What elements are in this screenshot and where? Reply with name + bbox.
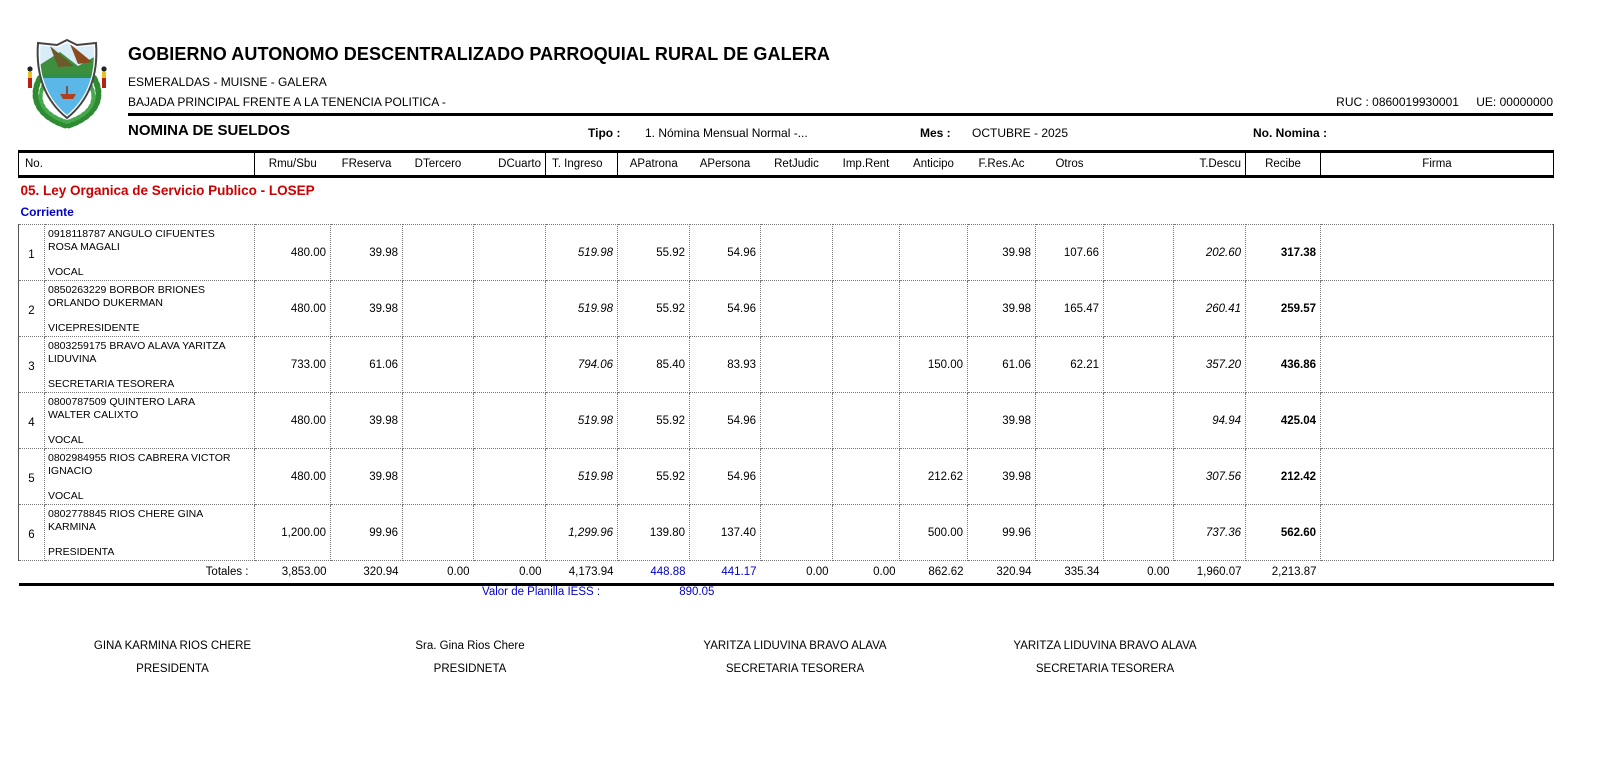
cell-firma <box>1321 449 1554 505</box>
column-header-dcuarto: DCuarto <box>474 152 546 177</box>
cell-rmu-sbu: 480.00 <box>255 225 331 281</box>
cell-apatrona: 85.40 <box>618 337 690 393</box>
cell-row-number: 2 <box>19 281 45 337</box>
cell-freserva: 39.98 <box>331 449 403 505</box>
cell-row-number: 3 <box>19 337 45 393</box>
planilla-iess-label: Valor de Planilla IESS : <box>482 586 601 598</box>
cell-t-ingreso: 519.98 <box>546 393 618 449</box>
cell-t-ingreso: 794.06 <box>546 337 618 393</box>
cell-extra <box>1104 281 1174 337</box>
cell-recibe: 259.57 <box>1246 281 1321 337</box>
cell-apersona: 83.93 <box>690 337 761 393</box>
cell-extra <box>1104 337 1174 393</box>
column-header-extra <box>1104 152 1174 177</box>
cell-apatrona: 139.80 <box>618 505 690 561</box>
cell-extra <box>1104 225 1174 281</box>
cell-dcuarto <box>474 393 546 449</box>
cell-dtercero <box>403 505 474 561</box>
signatory-name: YARITZA LIDUVINA BRAVO ALAVA <box>703 640 887 652</box>
cell-extra <box>1104 449 1174 505</box>
cell-apersona: 137.40 <box>690 505 761 561</box>
header-divider <box>128 113 1553 116</box>
cell-row-number: 1 <box>19 225 45 281</box>
planilla-iess-line <box>482 586 714 598</box>
signatory-title: PRESIDENTA <box>136 663 209 675</box>
cell-f-res-ac: 39.98 <box>968 449 1036 505</box>
cell-apatrona: 55.92 <box>618 281 690 337</box>
cell-otros <box>1036 449 1104 505</box>
total-anticipo: 862.62 <box>900 561 968 585</box>
cell-f-res-ac: 39.98 <box>968 281 1036 337</box>
planilla-iess-value: 890.05 <box>679 586 715 598</box>
signatory-title: PRESIDNETA <box>433 663 507 675</box>
column-header-no: No. <box>19 152 255 177</box>
cell-t-descu: 307.56 <box>1174 449 1246 505</box>
total-freserva: 320.94 <box>331 561 403 585</box>
totals-row <box>19 561 1554 585</box>
table-header-row <box>19 152 1554 177</box>
cell-firma <box>1321 393 1554 449</box>
column-header-rmu-sbu: Rmu/Sbu <box>255 152 331 177</box>
cell-retjudic <box>761 281 833 337</box>
employee-id-name-line2: WALTER CALIXTO <box>48 408 139 421</box>
cell-t-ingreso: 1,299.96 <box>546 505 618 561</box>
cell-imp-rent <box>833 281 900 337</box>
employee-id-name-line1: 0800787509 QUINTERO LARA <box>48 395 196 408</box>
employee-id-name <box>48 396 251 422</box>
mes-value: OCTUBRE - 2025 <box>972 126 1069 140</box>
signatory-name: GINA KARMINA RIOS CHERE <box>93 640 252 652</box>
signatory-name: YARITZA LIDUVINA BRAVO ALAVA <box>1013 640 1197 652</box>
coat-of-arms-icon <box>20 36 114 130</box>
cell-apersona: 54.96 <box>690 225 761 281</box>
document-title: NOMINA DE SUELDOS <box>128 122 290 139</box>
column-header-recibe: Recibe <box>1246 152 1321 177</box>
column-header-apersona: APersona <box>690 152 761 177</box>
cell-recibe: 562.60 <box>1246 505 1321 561</box>
cell-dtercero <box>403 393 474 449</box>
total-firma <box>1321 561 1554 585</box>
column-header-t-ingreso: T. Ingreso <box>546 152 618 177</box>
employee-id-name-line1: 0850263229 BORBOR BRIONES <box>48 283 205 296</box>
cell-recibe: 425.04 <box>1246 393 1321 449</box>
column-header-retjudic: RetJudic <box>761 152 833 177</box>
cell-anticipo: 500.00 <box>900 505 968 561</box>
cell-dcuarto <box>474 449 546 505</box>
cell-recibe: 212.42 <box>1246 449 1321 505</box>
signatory-title: SECRETARIA TESORERA <box>1035 663 1175 675</box>
employee-row <box>19 225 1554 281</box>
signature-block-3 <box>650 640 940 675</box>
cell-dcuarto <box>474 337 546 393</box>
cell-f-res-ac: 39.98 <box>968 393 1036 449</box>
employee-row <box>19 505 1554 561</box>
total-imp-rent: 0.00 <box>833 561 900 585</box>
cell-employee <box>45 337 255 393</box>
column-header-firma: Firma <box>1321 152 1554 177</box>
cell-dtercero <box>403 449 474 505</box>
cell-anticipo <box>900 393 968 449</box>
ue-value: UE: 00000000 <box>1476 95 1553 109</box>
section-title-row <box>19 177 1554 203</box>
cell-extra <box>1104 505 1174 561</box>
cell-apersona: 54.96 <box>690 281 761 337</box>
no-nomina-label: No. Nomina : <box>1253 126 1327 140</box>
tipo-value: 1. Nómina Mensual Normal -... <box>645 126 808 140</box>
column-header-imp-rent: Imp.Rent <box>833 152 900 177</box>
employee-id-name-line2: LIDUVINA <box>48 352 97 365</box>
employee-position: PRESIDENTA <box>48 545 115 558</box>
cell-rmu-sbu: 1,200.00 <box>255 505 331 561</box>
cell-firma <box>1321 225 1554 281</box>
institution-location: ESMERALDAS - MUISNE - GALERA <box>128 75 327 89</box>
employee-row <box>19 393 1554 449</box>
employee-id-name-line2: ORLANDO DUKERMAN <box>48 296 163 309</box>
total-dcuarto: 0.00 <box>474 561 546 585</box>
institution-address: BAJADA PRINCIPAL FRENTE A LA TENENCIA POLITICA - <box>128 95 446 109</box>
cell-dtercero <box>403 337 474 393</box>
cell-f-res-ac: 61.06 <box>968 337 1036 393</box>
cell-t-descu: 260.41 <box>1174 281 1246 337</box>
cell-employee <box>45 225 255 281</box>
employee-id-name <box>48 228 251 254</box>
cell-row-number: 4 <box>19 393 45 449</box>
signature-block-1 <box>60 640 285 675</box>
cell-anticipo: 212.62 <box>900 449 968 505</box>
column-header-f-res-ac: F.Res.Ac <box>968 152 1036 177</box>
signature-block-4 <box>960 640 1250 675</box>
cell-rmu-sbu: 480.00 <box>255 393 331 449</box>
cell-dcuarto <box>474 281 546 337</box>
employee-id-name <box>48 508 251 534</box>
cell-otros <box>1036 505 1104 561</box>
total-t-descu: 1,960.07 <box>1174 561 1246 585</box>
cell-retjudic <box>761 225 833 281</box>
total-dtercero: 0.00 <box>403 561 474 585</box>
total-recibe: 2,213.87 <box>1246 561 1321 585</box>
cell-dcuarto <box>474 505 546 561</box>
cell-row-number: 6 <box>19 505 45 561</box>
cell-t-descu: 737.36 <box>1174 505 1246 561</box>
cell-apatrona: 55.92 <box>618 393 690 449</box>
cell-apatrona: 55.92 <box>618 449 690 505</box>
column-header-freserva: FReserva <box>331 152 403 177</box>
cell-extra <box>1104 393 1174 449</box>
cell-anticipo <box>900 281 968 337</box>
cell-t-descu: 202.60 <box>1174 225 1246 281</box>
payroll-table-body <box>19 152 1554 585</box>
totals-label: Totales : <box>19 561 255 585</box>
cell-otros: 62.21 <box>1036 337 1104 393</box>
cell-imp-rent <box>833 505 900 561</box>
ruc-value: RUC : 0860019930001 <box>1336 95 1459 109</box>
signatory-title: SECRETARIA TESORERA <box>725 663 865 675</box>
cell-rmu-sbu: 480.00 <box>255 281 331 337</box>
column-header-anticipo: Anticipo <box>900 152 968 177</box>
cell-recibe: 317.38 <box>1246 225 1321 281</box>
employee-position: SECRETARIA TESORERA <box>48 377 175 390</box>
cell-t-ingreso: 519.98 <box>546 281 618 337</box>
cell-freserva: 39.98 <box>331 281 403 337</box>
cell-row-number: 5 <box>19 449 45 505</box>
cell-t-descu: 357.20 <box>1174 337 1246 393</box>
cell-employee <box>45 449 255 505</box>
cell-freserva: 61.06 <box>331 337 403 393</box>
employee-position: VOCAL <box>48 489 84 502</box>
group-title-row <box>19 203 1554 225</box>
employee-id-name-line1: 0803259175 BRAVO ALAVA YARITZA <box>48 339 226 352</box>
total-otros: 335.34 <box>1036 561 1104 585</box>
cell-employee <box>45 281 255 337</box>
mes-label: Mes : <box>920 126 951 140</box>
employee-position: VOCAL <box>48 433 84 446</box>
cell-freserva: 39.98 <box>331 393 403 449</box>
employee-id-name <box>48 284 251 310</box>
employee-id-name <box>48 340 251 366</box>
total-apatrona: 448.88 <box>618 561 690 585</box>
cell-apersona: 54.96 <box>690 393 761 449</box>
signature-block-2 <box>355 640 585 675</box>
total-extra: 0.00 <box>1104 561 1174 585</box>
employee-id-name-line1: 0802778845 RIOS CHERE GINA <box>48 507 204 520</box>
cell-apersona: 54.96 <box>690 449 761 505</box>
cell-f-res-ac: 99.96 <box>968 505 1036 561</box>
cell-imp-rent <box>833 393 900 449</box>
cell-recibe: 436.86 <box>1246 337 1321 393</box>
total-rmu: 3,853.00 <box>255 561 331 585</box>
employee-position: VOCAL <box>48 265 84 278</box>
cell-imp-rent <box>833 225 900 281</box>
section-title-losep: 05. Ley Organica de Servicio Publico - LOSEP <box>20 182 315 198</box>
column-header-apatrona: APatrona <box>618 152 690 177</box>
ruc-ue-line <box>1336 95 1553 109</box>
cell-imp-rent <box>833 449 900 505</box>
cell-retjudic <box>761 393 833 449</box>
cell-imp-rent <box>833 337 900 393</box>
employee-id-name-line2: IGNACIO <box>48 464 93 477</box>
employee-id-name <box>48 452 251 478</box>
employee-row <box>19 337 1554 393</box>
cell-anticipo: 150.00 <box>900 337 968 393</box>
total-apersona: 441.17 <box>690 561 761 585</box>
cell-dtercero <box>403 225 474 281</box>
employee-position: VICEPRESIDENTE <box>48 321 140 334</box>
employee-row <box>19 281 1554 337</box>
cell-rmu-sbu: 480.00 <box>255 449 331 505</box>
cell-retjudic <box>761 337 833 393</box>
cell-firma <box>1321 337 1554 393</box>
cell-employee <box>45 505 255 561</box>
cell-anticipo <box>900 225 968 281</box>
cell-f-res-ac: 39.98 <box>968 225 1036 281</box>
payroll-table <box>18 150 1553 586</box>
employee-id-name-line2: ROSA MAGALI <box>48 240 120 253</box>
cell-firma <box>1321 281 1554 337</box>
column-header-t-descu: T.Descu <box>1174 152 1246 177</box>
employee-id-name-line2: KARMINA <box>48 520 96 533</box>
cell-firma <box>1321 505 1554 561</box>
cell-rmu-sbu: 733.00 <box>255 337 331 393</box>
column-header-otros: Otros <box>1036 152 1104 177</box>
institution-name: GOBIERNO AUTONOMO DESCENTRALIZADO PARROQUIAL RURAL DE GALERA <box>128 44 831 64</box>
group-title-corriente: Corriente <box>20 205 74 220</box>
cell-retjudic <box>761 505 833 561</box>
cell-dcuarto <box>474 225 546 281</box>
cell-freserva: 39.98 <box>331 225 403 281</box>
cell-retjudic <box>761 449 833 505</box>
total-retjudic: 0.00 <box>761 561 833 585</box>
total-f-res-ac: 320.94 <box>968 561 1036 585</box>
cell-otros: 165.47 <box>1036 281 1104 337</box>
column-header-dtercero: DTercero <box>403 152 474 177</box>
employee-row <box>19 449 1554 505</box>
cell-otros <box>1036 393 1104 449</box>
cell-employee <box>45 393 255 449</box>
total-t-ingreso: 4,173.94 <box>546 561 618 585</box>
cell-freserva: 99.96 <box>331 505 403 561</box>
cell-apatrona: 55.92 <box>618 225 690 281</box>
cell-dtercero <box>403 281 474 337</box>
cell-t-descu: 94.94 <box>1174 393 1246 449</box>
cell-t-ingreso: 519.98 <box>546 449 618 505</box>
cell-otros: 107.66 <box>1036 225 1104 281</box>
tipo-label: Tipo : <box>588 126 621 140</box>
signatory-name: Sra. Gina Rios Chere <box>415 640 525 652</box>
employee-id-name-line1: 0802984955 RIOS CABRERA VICTOR <box>48 451 231 464</box>
cell-t-ingreso: 519.98 <box>546 225 618 281</box>
employee-id-name-line1: 0918118787 ANGULO CIFUENTES <box>48 227 215 240</box>
